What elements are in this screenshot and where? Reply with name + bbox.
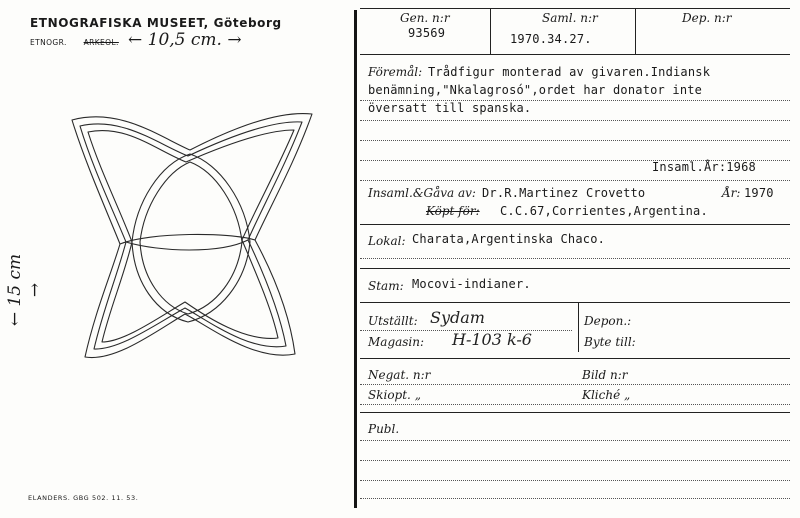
magasin-value: H-103 k-6: [452, 330, 532, 349]
gen-value: 93569: [408, 26, 446, 40]
kopt-value: C.C.67,Corrientes,Argentina.: [500, 204, 708, 218]
dotted-rule: [360, 404, 790, 405]
rule-lokal-top: [360, 224, 790, 225]
dotted-rule: [360, 384, 790, 385]
saml-label: Saml. n:r: [542, 11, 598, 25]
publ-label: Publ.: [368, 422, 400, 436]
byte-label: Byte till:: [584, 335, 636, 349]
dotted-rule: [360, 460, 790, 461]
department-line: [30, 38, 119, 47]
dotted-rule: [360, 140, 790, 141]
dotted-rule: [360, 100, 790, 101]
figure-loop-inner-1: [80, 122, 302, 349]
negat-label: Negat. n:r: [368, 368, 431, 382]
figure-loop-inner-2: [88, 130, 294, 342]
header-divider-2: [635, 8, 636, 54]
museum-title: ETNOGRAFISKA MUSEET, Göteborg: [30, 16, 282, 30]
dotted-rule: [360, 258, 790, 259]
utstallt-divider: [578, 302, 579, 352]
height-annotation: ← 15 cm →: [5, 253, 45, 327]
foremal-line-2: benämning,"Nkalagrosó",ordet har donator inte: [368, 83, 703, 97]
utstallt-label: Utställt:: [368, 314, 418, 328]
bild-label: Bild n:r: [582, 368, 628, 382]
dotted-rule: [360, 480, 790, 481]
saml-value: 1970.34.27.: [510, 32, 592, 46]
ar-value: 1970: [744, 186, 774, 200]
ar-label: År:: [722, 186, 741, 200]
dotted-rule: [360, 120, 790, 121]
dotted-rule: [360, 498, 790, 499]
department-arkeol-struck: ARKEOL.: [83, 38, 119, 47]
department-etnogr: ETNOGR.: [30, 38, 67, 47]
kliche-label: Kliché „: [582, 388, 631, 402]
card-divider: [354, 10, 357, 508]
rule-utstallt-top: [360, 302, 790, 303]
header-divider-1: [490, 8, 491, 54]
dotted-rule: [360, 180, 790, 181]
printer-imprint: ELANDERS. GBG 502. 11. 53.: [28, 494, 139, 502]
figure-center-loop-2: [140, 162, 242, 314]
foremal-line-3: översatt till spanska.: [368, 101, 532, 115]
gen-label: Gen. n:r: [400, 11, 450, 25]
utstallt-value: Sydam: [430, 308, 485, 327]
rule-publ-top: [360, 412, 790, 413]
foremal-line-1: Trådfigur monterad av givaren.Indiansk: [428, 65, 711, 79]
width-annotation: ← 10,5 cm. →: [128, 30, 242, 50]
figure-center-loop: [132, 154, 250, 322]
rule-stam-top: [360, 268, 790, 269]
magasin-label: Magasin:: [368, 335, 425, 349]
catalog-form: [360, 8, 790, 508]
skiopt-label: Skiopt. „: [368, 388, 421, 402]
dotted-rule: [360, 440, 790, 441]
kopt-label: Köpt för:: [426, 204, 480, 218]
rule-header-bottom: [360, 54, 790, 55]
dep-label: Dep. n:r: [682, 11, 732, 25]
string-figure-drawing: [50, 92, 320, 392]
rule-top: [360, 8, 790, 9]
stam-value: Mocovi-indianer.: [412, 277, 531, 291]
lokal-label: Lokal:: [368, 234, 406, 248]
foremal-label: Föremål:: [368, 65, 423, 79]
insaml-gava-label: Insaml.&Gåva av:: [368, 186, 476, 200]
rule-negat-top: [360, 358, 790, 359]
insaml-gava-value: Dr.R.Martinez Crovetto: [482, 186, 646, 200]
depon-label: Depon.:: [584, 314, 632, 328]
insaml-ar: Insaml.År:1968: [652, 160, 756, 174]
stam-label: Stam:: [368, 279, 404, 293]
lokal-value: Charata,Argentinska Chaco.: [412, 232, 606, 246]
